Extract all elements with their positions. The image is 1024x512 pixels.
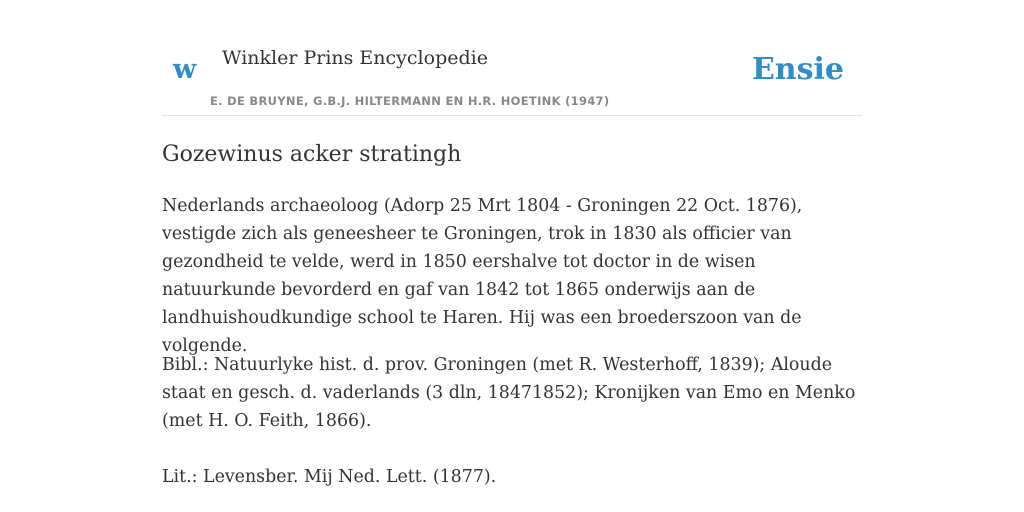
winkler-prins-logo-icon[interactable]: w [173,54,197,85]
source-authors: E. DE BRUYNE, G.B.J. HILTERMANN EN H.R. HOETINK (1947) [210,94,610,108]
site-header [162,0,862,116]
site-title[interactable]: Winkler Prins Encyclopedie [222,47,488,69]
article-paragraph-bibliography: Bibl.: Natuurlyke hist. d. prov. Groningen (met R. Westerhoff, 1839); Aloude staat en gesch. d. vaderlands (3 dln, 18471852); Kronijken van Emo en Menko (met H. O. Feith, 1866). [162,355,856,431]
ensie-brand-link[interactable]: Ensie [751,52,844,87]
article-paragraph-literature: Lit.: Levensber. Mij Ned. Lett. (1877). [162,467,497,487]
page-container [162,0,862,487]
article-paragraph-description: Nederlands archaeoloog (Adorp 25 Mrt 1804 - Groningen 22 Oct. 1876), vestigde zich als geneesheer te Groningen, trok in 1830 als officier van gezondheid te velde, werd in 1850 eershalve tot doctor in de wisen natuurkunde bevorderd en gaf van 1842 tot 1865 onderwijs aan de landhuishoudkundige school te Haren. Hij was een broederszoon van de volgende. [162,196,803,356]
page-title: Gozewinus acker stratingh [162,142,462,167]
